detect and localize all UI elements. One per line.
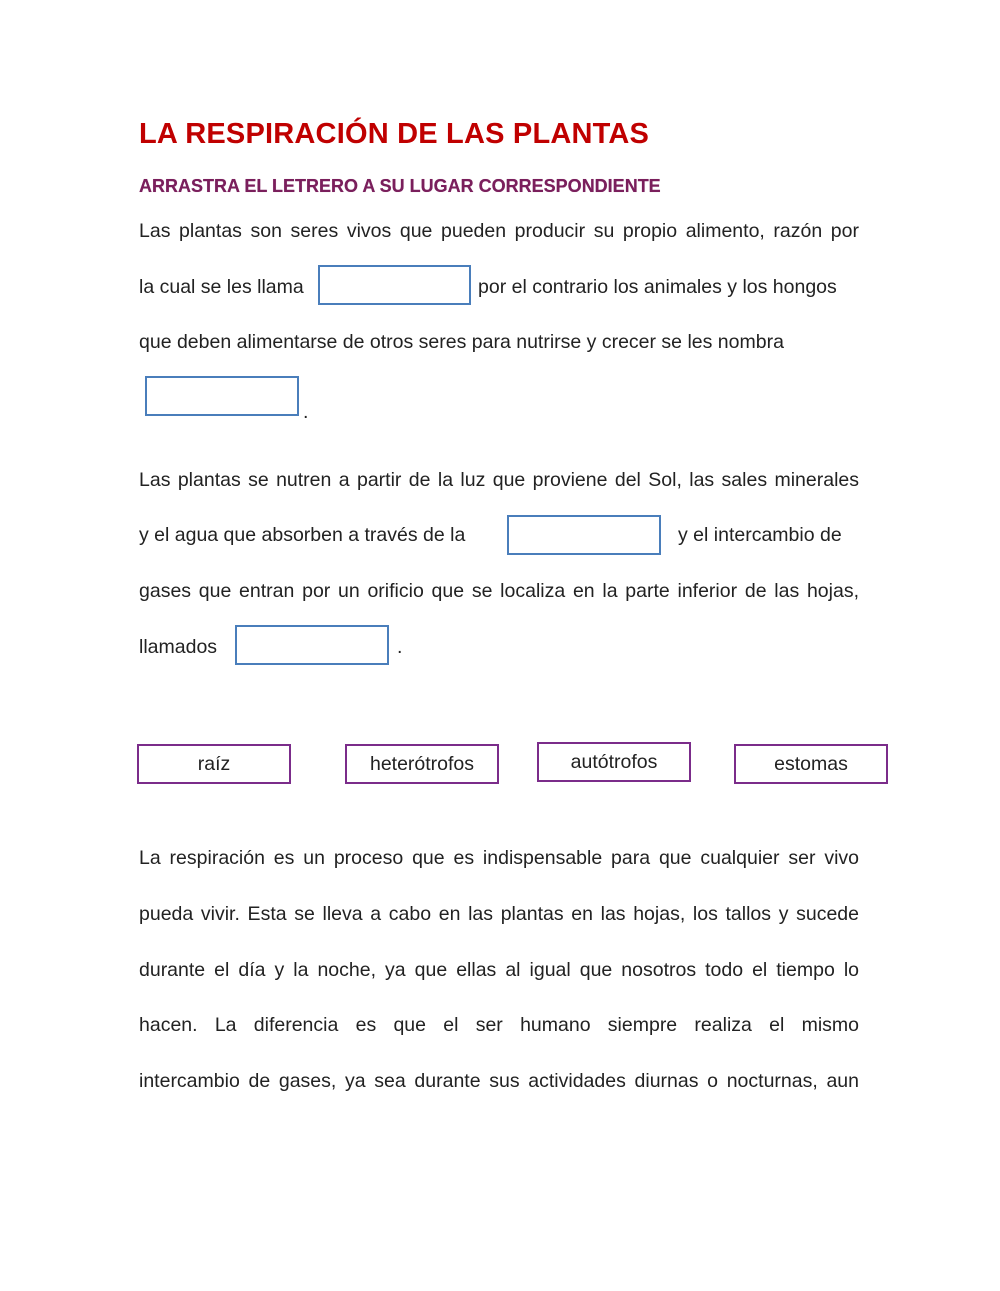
paragraph-3-line-4: hacen. La diferencia es que el ser humano siempre realiza el mismo xyxy=(139,1014,859,1036)
paragraph-1-line-3: que deben alimentarse de otros seres para nutrirse y crecer se les nombra xyxy=(139,331,784,353)
word-card-autotrofos[interactable]: autótrofos xyxy=(537,742,691,782)
paragraph-2-line-1: Las plantas se nutren a partir de la luz que proviene del Sol, las sales minerales xyxy=(139,469,859,491)
paragraph-2-line-2-before: y el agua que absorben a través de la xyxy=(139,524,466,546)
drop-target-autotrophs[interactable] xyxy=(318,265,471,305)
word-card-raiz[interactable]: raíz xyxy=(137,744,291,784)
paragraph-1-line-4-after: . xyxy=(303,401,309,423)
paragraph-2-line-3: gases que entran por un orificio que se localiza en la parte inferior de las hojas, xyxy=(139,580,859,602)
paragraph-1-line-1: Las plantas son seres vivos que pueden producir su propio alimento, razón por xyxy=(139,220,859,242)
paragraph-3-line-3: durante el día y la noche, ya que ellas al igual que nosotros todo el tiempo lo xyxy=(139,959,859,981)
drop-target-heterotrophs[interactable] xyxy=(145,376,299,416)
paragraph-3-line-2: pueda vivir. Esta se lleva a cabo en las plantas en las hojas, los tallos y sucede xyxy=(139,903,859,925)
instruction-text: ARRASTRA EL LETRERO A SU LUGAR CORRESPONDIENTE xyxy=(139,176,661,196)
paragraph-3-line-5: intercambio de gases, ya sea durante sus actividades diurnas o nocturnas, aun xyxy=(139,1070,859,1092)
paragraph-2-line-4-after: . xyxy=(397,636,403,658)
paragraph-1-line-2-before: la cual se les llama xyxy=(139,276,304,298)
paragraph-3-line-1: La respiración es un proceso que es indispensable para que cualquier ser vivo xyxy=(139,847,859,869)
paragraph-2-line-4-before: llamados xyxy=(139,636,218,658)
paragraph-2-line-2-after: y el intercambio de xyxy=(678,524,842,546)
paragraph-1-line-2-after: por el contrario los animales y los hongos xyxy=(478,276,837,298)
word-card-estomas[interactable]: estomas xyxy=(734,744,888,784)
page-title: LA RESPIRACIÓN DE LAS PLANTAS xyxy=(139,118,650,150)
word-card-heterotrofos[interactable]: heterótrofos xyxy=(345,744,499,784)
drop-target-root[interactable] xyxy=(507,515,661,555)
drop-target-stomata[interactable] xyxy=(235,625,389,665)
